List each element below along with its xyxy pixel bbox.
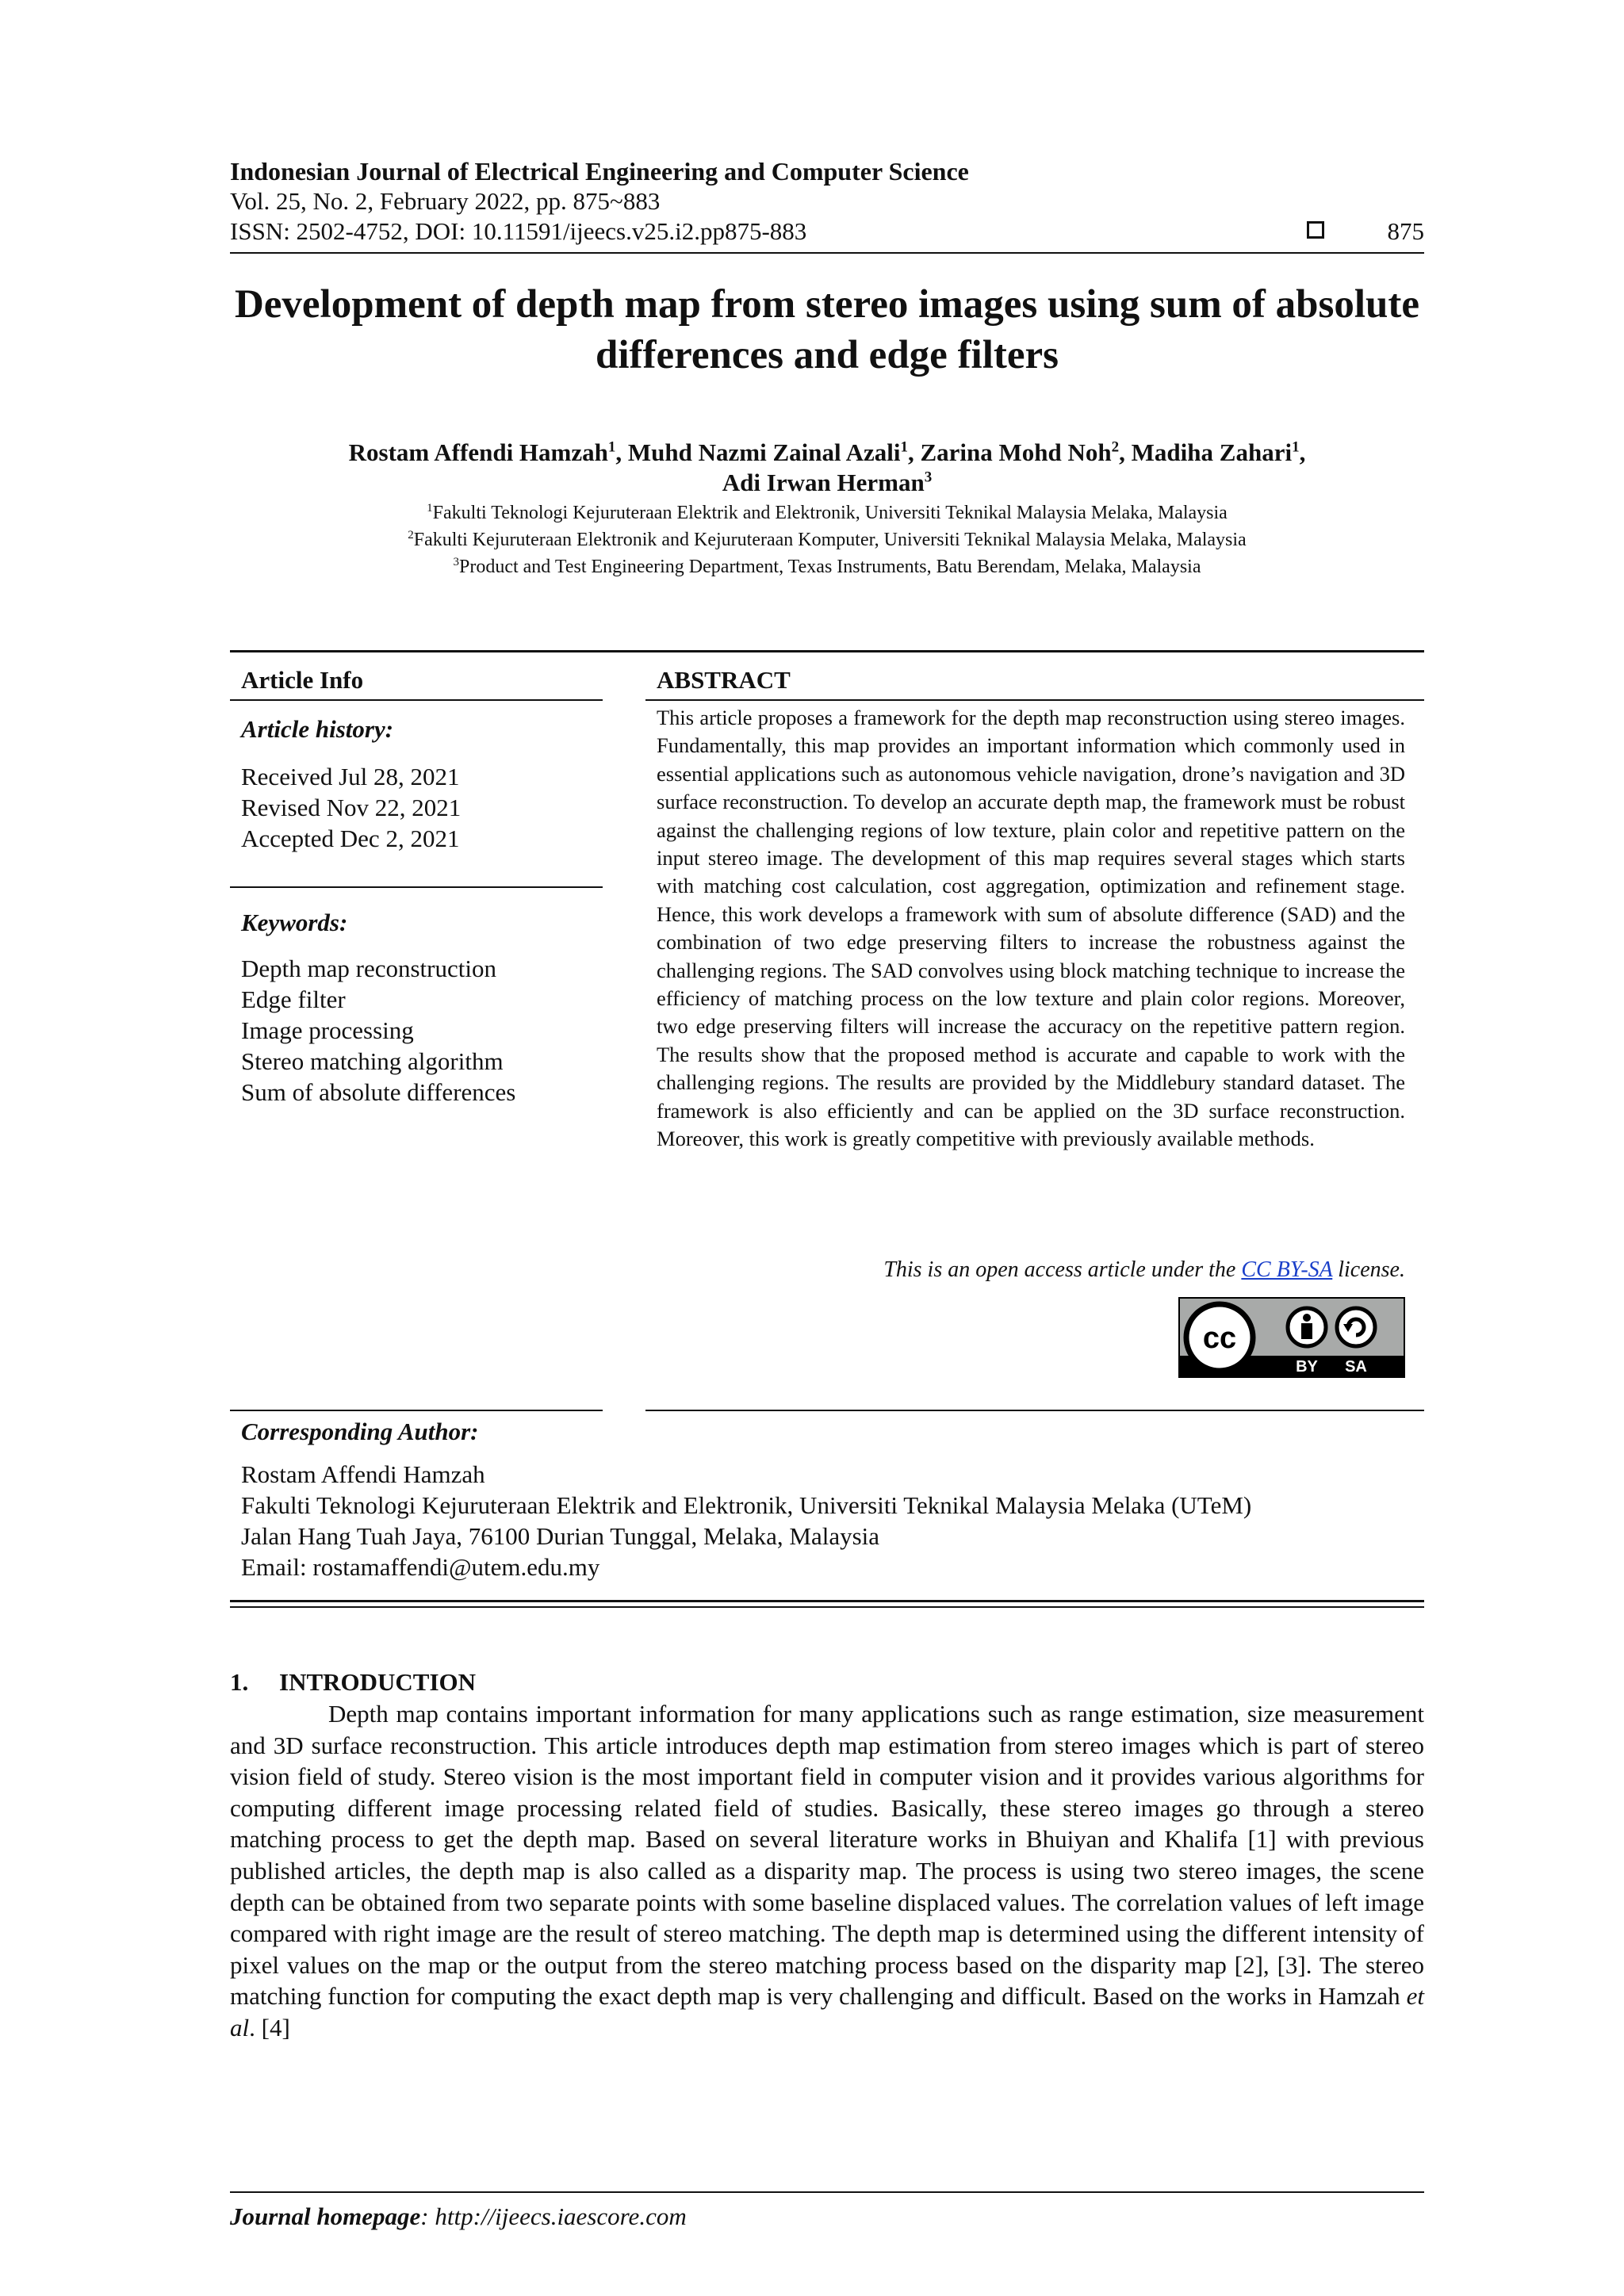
cc-badge-graphic [1180, 1299, 1404, 1376]
cc-mark-text: cc [1202, 1322, 1237, 1355]
abstract-rule [645, 699, 1424, 701]
homepage-label: Journal homepage [230, 2202, 421, 2230]
checkbox-square-icon [1307, 221, 1324, 239]
history-keywords-rule [230, 886, 603, 888]
footer-divider [230, 2191, 1424, 2193]
author-affil-mark: 1 [607, 438, 616, 456]
received-date: Received Jul 28, 2021 [241, 763, 460, 790]
header-divider [230, 252, 1424, 254]
author-name: Zarina Mohd Noh [920, 438, 1112, 466]
affiliation-mark: 3 [453, 556, 459, 568]
author-name: Adi Irwan Herman [722, 469, 925, 496]
journal-homepage [230, 2201, 687, 2233]
info-bottom-rule-left [230, 1410, 603, 1411]
corr-address: Jalan Hang Tuah Jaya, 76100 Durian Tunggal, Melaka, Malaysia [241, 1522, 880, 1550]
by-label: BY [1296, 1358, 1318, 1376]
article-info-heading: Article Info [241, 666, 364, 694]
accepted-date: Accepted Dec 2, 2021 [241, 825, 460, 852]
keyword-item: Image processing [241, 1016, 414, 1044]
cc-by-sa-link[interactable]: CC BY-SA [1241, 1257, 1333, 1282]
keyword-list [241, 953, 590, 1108]
keyword-item: Sum of absolute differences [241, 1078, 516, 1106]
affiliation-mark: 1 [427, 502, 433, 515]
cc-by-sa-badge [1178, 1297, 1405, 1378]
keyword-item: Edge filter [241, 985, 346, 1013]
page-number: 875 [1387, 217, 1424, 245]
license-statement [657, 1256, 1405, 1284]
affiliation-item [230, 526, 1424, 553]
author-affil-mark: 1 [1292, 438, 1300, 456]
author-affil-mark: 2 [1111, 438, 1120, 456]
paper-title: Development of depth map from stereo images using sum of absolute differences and edge filters [234, 282, 1420, 377]
volume-info: Vol. 25, No. 2, February 2022, pp. 875~883 [230, 187, 661, 215]
journal-name: Indonesian Journal of Electrical Engineering and Computer Science [230, 157, 969, 186]
affiliation-text: Product and Test Engineering Department, Texas Instruments, Batu Berendam, Melaka, Malaysia [458, 557, 1201, 577]
et-al: et al [230, 1982, 1424, 2042]
introduction-text [230, 1698, 1424, 2044]
corresponding-author-heading: Corresponding Author: [241, 1418, 479, 1445]
license-prefix: This is an open access article under the [883, 1257, 1242, 1282]
author-name: Madiha Zahari [1131, 438, 1293, 466]
revised-date: Revised Nov 22, 2021 [241, 794, 462, 821]
author-name: Muhd Nazmi Zainal Azali [627, 438, 901, 466]
author-affil-mark: 1 [900, 438, 908, 456]
keywords-heading: Keywords: [241, 909, 348, 936]
introduction-heading: 1. INTRODUCTION [230, 1668, 477, 1696]
author-affil-mark: 3 [924, 469, 933, 486]
info-box-bottom-rule-1 [230, 1600, 1424, 1602]
sa-label: SA [1345, 1358, 1367, 1376]
article-info-rule [230, 699, 603, 701]
info-box-top-rule [230, 650, 1424, 652]
homepage-url[interactable]: : http://ijeecs.iaescore.com [420, 2202, 687, 2230]
author-list: Rostam Affendi Hamzah$^1$, Muhd Nazmi Zainal Azali$^1$, Zarina Mohd Noh$^2$, Madiha Zahari$^1$, Adi Irwan Herman$^3$ [348, 438, 1306, 496]
affiliation-item [230, 499, 1424, 526]
affiliation-text: Fakulti Teknologi Kejuruteraan Elektrik and Elektronik, Universiti Teknikal Malaysia Melaka, Malaysia [432, 503, 1228, 523]
article-history-heading: Article history: [241, 715, 394, 743]
affiliation-list [230, 499, 1424, 580]
author-name: Rostam Affendi Hamzah [348, 438, 608, 466]
corr-name: Rostam Affendi Hamzah [241, 1460, 485, 1488]
intro-paragraph: Depth map contains important information for many applications such as range estimation, size measurement and 3D surface reconstruction. This article introduces depth map estimation from stereo images which is part of stereo vision field of study. Stereo vision is the most important field in computer vision and it provides various algorithms for computing different image processing related field of studies. Basically, these stereo images go through a stereo matching process to get the depth map. Based on several literature works in Bhuiyan and Khalifa [1] with previous published articles, the depth map is also called as a disparity map. The process is using two stereo images, the scene depth can be obtained from two separate points with some baseline displaced values. The correlation values of left image compared with right image are the result of stereo matching. The depth map is determined using the different intensity of pixel values on the map or the output from the stereo matching process based on the disparity map [2], [3]. The stereo matching function for computing the exact depth map is very challenging and difficult. Based on the works in Hamzah [230, 1700, 1424, 2011]
keyword-item: Depth map reconstruction [241, 955, 496, 982]
affiliation-text: Fakulti Kejuruteraan Elektronik and Kejuruteraan Komputer, Universiti Teknikal Malaysia Melaka, Malaysia [413, 530, 1247, 550]
affiliation-item [230, 553, 1424, 580]
affiliation-mark: 2 [408, 529, 414, 541]
info-bottom-rule-right [645, 1410, 1424, 1411]
intro-paragraph-tail: . [4] [249, 2013, 290, 2042]
info-box-bottom-rule-2 [230, 1606, 1424, 1608]
license-suffix: license. [1332, 1257, 1405, 1282]
corr-affiliation: Fakulti Teknologi Kejuruteraan Elektrik and Elektronik, Universiti Teknikal Malaysia Melaka (UTeM) [241, 1491, 1252, 1519]
abstract-text: This article proposes a framework for the depth map reconstruction using stereo images. Fundamentally, this map provides an important information which commonly used in essential applications such as autonomous vehicle navigation, drone’s navigation and 3D surface reconstruction. To develop an accurate depth map, the framework must be robust against the challenging regions of low texture, plain color and repetitive pattern on the input stereo image. The development of this map requires several stages which starts with matching cost calculation, cost aggregation, optimization and refinement stage. Hence, this work develops a framework with sum of absolute difference (SAD) and the combination of two edge preserving filters to increase the robustness against the challenging regions. The SAD convolves using block matching technique to increase the efficiency of matching process on the low texture and plain color regions. Moreover, two edge preserving filters will increase the accuracy on the repetitive pattern region. The results show that the proposed method is accurate and capable to work with the challenging regions. The results are provided by the Middlebury standard dataset. The framework is also efficiently and can be applied on the 3D surface reconstruction. Moreover, this work is greatly competitive with previously available methods. [657, 706, 1405, 1151]
corresponding-author-block [241, 1459, 1415, 1582]
abstract-heading: ABSTRACT [657, 666, 791, 694]
issn-doi: ISSN: 2502-4752, DOI: 10.11591/ijeecs.v25.i2.pp875-883 [230, 217, 807, 245]
corr-email: Email: rostamaffendi@utem.edu.my [241, 1553, 600, 1581]
article-history [241, 761, 590, 854]
keyword-item: Stereo matching algorithm [241, 1047, 504, 1075]
